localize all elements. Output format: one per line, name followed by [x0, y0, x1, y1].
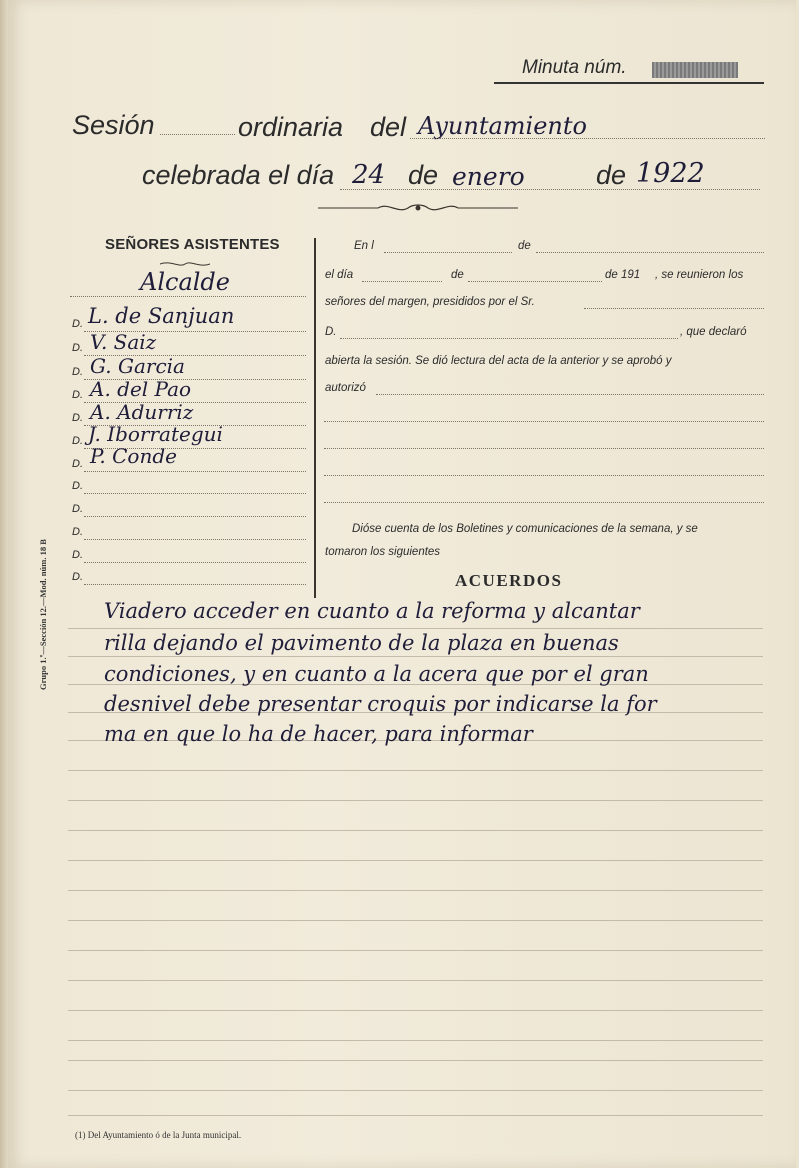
- form-dotline: [536, 252, 764, 253]
- ruled-line: [68, 800, 763, 801]
- asistente-dotline: [84, 471, 306, 472]
- asistente-dotline: [84, 584, 306, 585]
- ruled-line: [68, 770, 763, 771]
- ruled-line: [68, 950, 763, 951]
- celebrada-label: celebrada el día: [142, 160, 335, 190]
- asistente-name: A. Adurriz: [90, 400, 194, 424]
- form-en: En l: [354, 240, 374, 252]
- sesion-tipo: ordinaria: [238, 112, 344, 142]
- d-prefix: D.: [72, 549, 83, 561]
- dia-handwritten: 24: [352, 160, 386, 190]
- ruled-line: [68, 1040, 763, 1041]
- organo-handwritten: Ayuntamiento: [418, 112, 587, 140]
- acuerdo-line: Viadero acceder en cuanto a la reforma y alcantar: [104, 599, 640, 623]
- ornament-divider: [318, 200, 518, 216]
- asistente-name: V. Saiz: [90, 330, 157, 354]
- form-de: de: [518, 240, 531, 252]
- ruled-line: [68, 1060, 763, 1061]
- d-prefix: D.: [72, 571, 83, 583]
- form-reunieron: , se reunieron los: [655, 269, 744, 281]
- minuta-underline: [494, 82, 764, 84]
- asistente-dotline: [84, 539, 306, 540]
- asistente-dotline: [84, 493, 306, 494]
- d-prefix: D.: [72, 389, 83, 401]
- acuerdo-line: rilla dejando el pavimento de la plaza en buenas: [104, 631, 619, 655]
- sesion-label: Sesión: [72, 110, 155, 140]
- d-prefix: D.: [72, 435, 83, 447]
- asistente-name: J. Iborrategui: [88, 422, 223, 446]
- form-blank-line: [324, 502, 764, 503]
- acuerdo-line: desnivel debe presentar croquis por indicarse la for: [104, 692, 657, 716]
- form-tomaron: tomaron los siguientes: [325, 546, 441, 558]
- book-binding-edge: [0, 0, 8, 1168]
- asistente-name: L. de Sanjuan: [88, 304, 235, 328]
- asistente-name: A. del Pao: [90, 377, 192, 401]
- asistente-name: P. Conde: [90, 444, 177, 468]
- form-dotline: [584, 308, 764, 309]
- ruled-line: [68, 980, 763, 981]
- d-prefix: D.: [72, 480, 83, 492]
- asistentes-title: SEÑORES ASISTENTES: [105, 236, 280, 253]
- minuta-number-redacted: [652, 62, 738, 78]
- form-dotline: [340, 338, 678, 339]
- d-prefix: D.: [72, 342, 83, 354]
- ruled-line: [68, 656, 763, 657]
- asistente-name: G. Garcia: [90, 354, 185, 378]
- asistente-dotline: [84, 562, 306, 563]
- d-prefix: D.: [72, 366, 83, 378]
- form-blank-line: [324, 421, 764, 422]
- d-prefix: D.: [72, 412, 83, 424]
- ruled-line: [68, 1115, 763, 1116]
- del-label: del: [370, 112, 407, 142]
- form-blank-line: [324, 475, 764, 476]
- d-prefix: D.: [72, 503, 83, 515]
- sesion-dotline: [160, 134, 235, 135]
- ruled-line: [68, 1010, 763, 1011]
- form-abierta: abierta la sesión. Se dió lectura del acta de la anterior y se aprobó y: [325, 355, 672, 367]
- alcalde-handwritten: Alcalde: [140, 268, 230, 296]
- mes-handwritten: enero: [452, 162, 525, 191]
- ruled-line: [68, 920, 763, 921]
- acuerdo-line: ma en que lo ha de hacer, para informar: [104, 722, 533, 746]
- ano-handwritten: 1922: [636, 158, 705, 189]
- form-d: D.: [325, 326, 337, 338]
- form-senores: señores del margen, presididos por el Sr.: [325, 296, 535, 308]
- form-de-2: de: [451, 269, 464, 281]
- form-dotline: [362, 281, 442, 282]
- minuta-label: Minuta núm.: [522, 57, 627, 78]
- asistente-dotline: [84, 516, 306, 517]
- ruled-line: [68, 1090, 763, 1091]
- form-dotline: [468, 281, 602, 282]
- title-flourish: [160, 260, 210, 268]
- form-de-191: de 191: [605, 269, 641, 281]
- d-prefix: D.: [72, 318, 83, 330]
- footnote: (1) Del Ayuntamiento ó de la Junta municipal.: [75, 1130, 242, 1140]
- form-el-dia: el día: [325, 269, 354, 281]
- ruled-line: [68, 628, 763, 629]
- de-label-2: de: [596, 160, 627, 190]
- column-divider: [314, 238, 316, 598]
- alcalde-dotline: [70, 296, 306, 297]
- acuerdo-line: condiciones, y en cuanto a la acera que por el gran: [104, 662, 649, 686]
- form-diose: Dióse cuenta de los Boletines y comunicaciones de la semana, y se: [352, 523, 698, 535]
- form-blank-line: [324, 448, 764, 449]
- form-declaro: , que declaró: [680, 326, 747, 338]
- ruled-line: [68, 830, 763, 831]
- form-dotline: [376, 394, 764, 395]
- fecha-dotline: [340, 189, 760, 190]
- acuerdos-title: ACUERDOS: [455, 571, 563, 590]
- ruled-line: [68, 860, 763, 861]
- form-autorizo: autorizó: [325, 382, 366, 394]
- d-prefix: D.: [72, 458, 83, 470]
- de-label: de: [408, 160, 439, 190]
- form-dotline: [384, 252, 512, 253]
- ruled-line: [68, 890, 763, 891]
- d-prefix: D.: [72, 526, 83, 538]
- organo-dotline: [410, 138, 765, 139]
- side-form-reference: Grupo 1.º—Sección 12.—Mod. núm. 18 B: [38, 539, 48, 690]
